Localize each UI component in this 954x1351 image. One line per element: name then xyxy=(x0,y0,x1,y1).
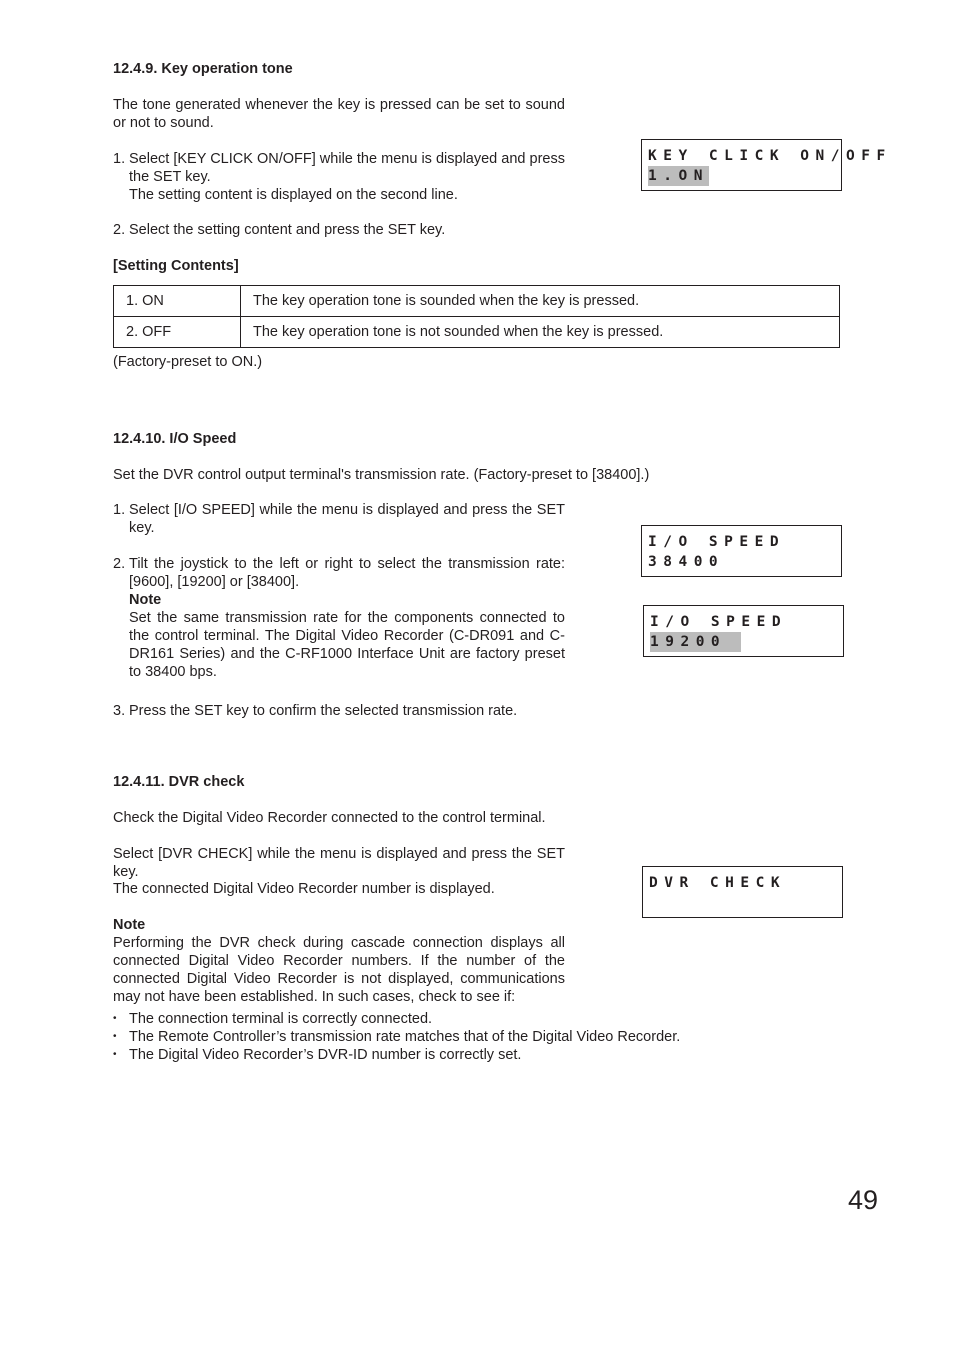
note-text: Set the same transmission rate for the components connected to the control terminal. The Digital Video Recorder (C-DR091 and C-DR161 Series) and the C-RF1000 Interface Unit are factory preset to 38400 bps. xyxy=(129,610,565,680)
section-title-key-operation-tone: 12.4.9. Key operation tone xyxy=(113,61,293,77)
lcd-line-1: DVR CHECK xyxy=(649,875,787,891)
list-item: • The Digital Video Recorder’s DVR-ID number is correctly set. xyxy=(113,1046,680,1064)
factory-preset-note: (Factory-preset to ON.) xyxy=(113,354,263,370)
dvr-check-intro: Check the Digital Video Recorder connected to the control terminal. xyxy=(113,810,546,826)
step-text: Select [I/O SPEED] while the menu is displayed and press the SET key. xyxy=(129,502,565,536)
lcd-line-1: I/O SPEED xyxy=(648,534,786,550)
step-number: 2. xyxy=(113,556,126,572)
setting-contents-table xyxy=(113,285,840,348)
setting-contents-heading: [Setting Contents] xyxy=(113,258,239,274)
step-text: Tilt the joystick to the left or right to select the transmission rate: [9600], [19200] or [38400]. xyxy=(129,556,565,590)
lcd-line-2-highlighted: 19200 xyxy=(650,634,742,650)
option-cell: 1. ON xyxy=(114,286,241,317)
page-number: 49 xyxy=(848,1185,879,1215)
io-speed-step-2 xyxy=(113,555,565,681)
list-item: • The connection terminal is correctly connected. xyxy=(113,1010,680,1028)
key-tone-step-1 xyxy=(113,150,565,204)
lcd-display-key-click xyxy=(641,139,892,191)
step-text: Select [KEY CLICK ON/OFF] while the menu is displayed and press the SET key. xyxy=(129,151,565,185)
dvr-note-label: Note xyxy=(113,917,146,933)
description-cell: The key operation tone is not sounded when the key is pressed. xyxy=(241,317,840,348)
step-subtext: The setting content is displayed on the second line. xyxy=(129,187,458,203)
lcd-line-1: KEY CLICK ON/OFF xyxy=(648,148,892,164)
note-label: Note xyxy=(129,592,162,608)
key-tone-step-2 xyxy=(113,221,565,239)
step-number: 1. xyxy=(113,502,126,518)
io-speed-intro: Set the DVR control output terminal's transmission rate. (Factory-preset to [38400].) xyxy=(113,467,650,483)
lcd-display-io-speed-default xyxy=(641,525,842,577)
io-speed-step-1 xyxy=(113,501,565,537)
option-cell: 2. OFF xyxy=(114,317,241,348)
section-title-io-speed: 12.4.10. I/O Speed xyxy=(113,431,237,447)
io-speed-step-3 xyxy=(113,702,565,720)
table-row xyxy=(114,317,840,348)
table-row xyxy=(114,286,840,317)
step-number: 2. xyxy=(113,222,126,238)
lcd-display-io-speed-selected xyxy=(643,605,844,657)
lcd-line-1: I/O SPEED xyxy=(650,614,788,630)
list-item: • The Remote Controller’s transmission rate matches that of the Digital Video Recorder. xyxy=(113,1028,680,1046)
step-text: Press the SET key to confirm the selected transmission rate. xyxy=(129,703,518,719)
dvr-note-text: Performing the DVR check during cascade connection displays all connected Digital Video Recorder numbers. If the number of the connected Digital Video Recorder is not displayed, communications may not have been established. In such cases, check to see if: xyxy=(113,935,565,1005)
lcd-display-dvr-check xyxy=(642,866,843,918)
key-tone-intro: The tone generated whenever the key is pressed can be set to sound or not to sound. xyxy=(113,97,565,131)
step-number: 1. xyxy=(113,151,126,167)
dvr-check-para-2: The connected Digital Video Recorder number is displayed. xyxy=(113,881,495,897)
section-title-dvr-check: 12.4.11. DVR check xyxy=(113,774,245,790)
dvr-check-para-1: Select [DVR CHECK] while the menu is displayed and press the SET key. xyxy=(113,846,565,880)
step-text: Select the setting content and press the SET key. xyxy=(129,222,446,238)
step-number: 3. xyxy=(113,703,126,719)
lcd-line-2-highlighted: 1.ON xyxy=(648,168,709,184)
dvr-check-list xyxy=(113,1010,680,1064)
description-cell: The key operation tone is sounded when the key is pressed. xyxy=(241,286,840,317)
lcd-line-2: 38400 xyxy=(648,554,725,570)
